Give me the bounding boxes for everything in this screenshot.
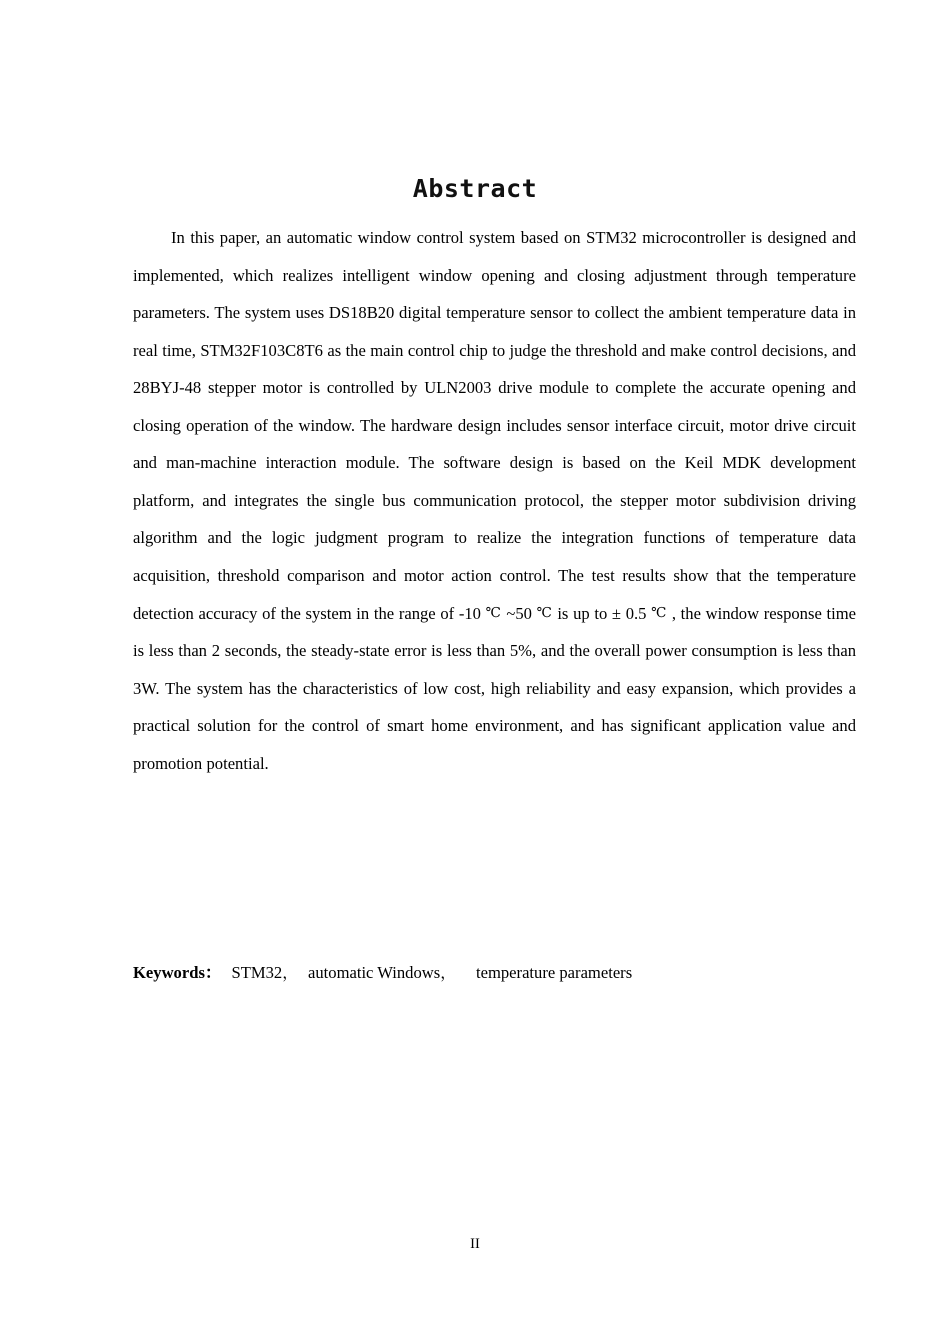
plus-minus-symbol: ± <box>611 603 622 623</box>
keywords-line <box>133 958 856 989</box>
abstract-paragraph <box>133 219 856 782</box>
abstract-body <box>133 219 856 782</box>
keyword-separator-1: ， <box>282 965 298 982</box>
abstract-text-part-4: 0.5 <box>621 603 652 623</box>
keyword-item-1: STM32 <box>231 963 283 982</box>
celsius-symbol-2: ℃ <box>536 605 553 620</box>
abstract-text-part-5: , the window response time is less than 2 seconds, the steady-state error is less than 5%, and the overall power consumption is less than 3W. The system has the characteristics of low cost, high reliability and easy expansion, which provides a practical solution for the control of smart home environment, and has significant application value and promotion potential. <box>133 603 856 773</box>
celsius-symbol-3: ℃ <box>651 605 668 620</box>
keyword-separator-2: ， <box>440 965 456 982</box>
abstract-text-part-3: is up to <box>552 603 612 623</box>
celsius-symbol-1: ℃ <box>485 605 502 620</box>
page-number: II <box>470 1236 480 1252</box>
abstract-text-part-2: ~50 <box>501 603 537 623</box>
abstract-text-part-1: In this paper, an automatic window control system based on STM32 microcontroller is designed and implemented, which realizes intelligent window opening and closing adjustment through temperature parameters. The system uses DS18B20 digital temperature sensor to collect the ambient temperature data in real time, STM32F103C8T6 as the main control chip to judge the threshold and make control decisions, and 28BYJ-48 stepper motor is controlled by ULN2003 drive module to complete the accurate opening and closing operation of the window. The hardware design includes sensor interface circuit, motor drive circuit and man-machine interaction module. The software design is based on the Keil MDK development platform, and integrates the single bus communication protocol, the stepper motor subdivision driving algorithm and the logic judgment program to realize the integration functions of temperature data acquisition, threshold comparison and motor action control. The test results show that the temperature detection accuracy of the system in the range of -10 <box>133 228 856 623</box>
keywords-label: Keywords <box>133 963 205 982</box>
keyword-item-3: temperature parameters <box>476 963 633 982</box>
page-title: Abstract <box>412 173 538 203</box>
keyword-item-2: automatic Windows <box>308 963 441 982</box>
keywords-label-colon: ： <box>204 963 222 982</box>
